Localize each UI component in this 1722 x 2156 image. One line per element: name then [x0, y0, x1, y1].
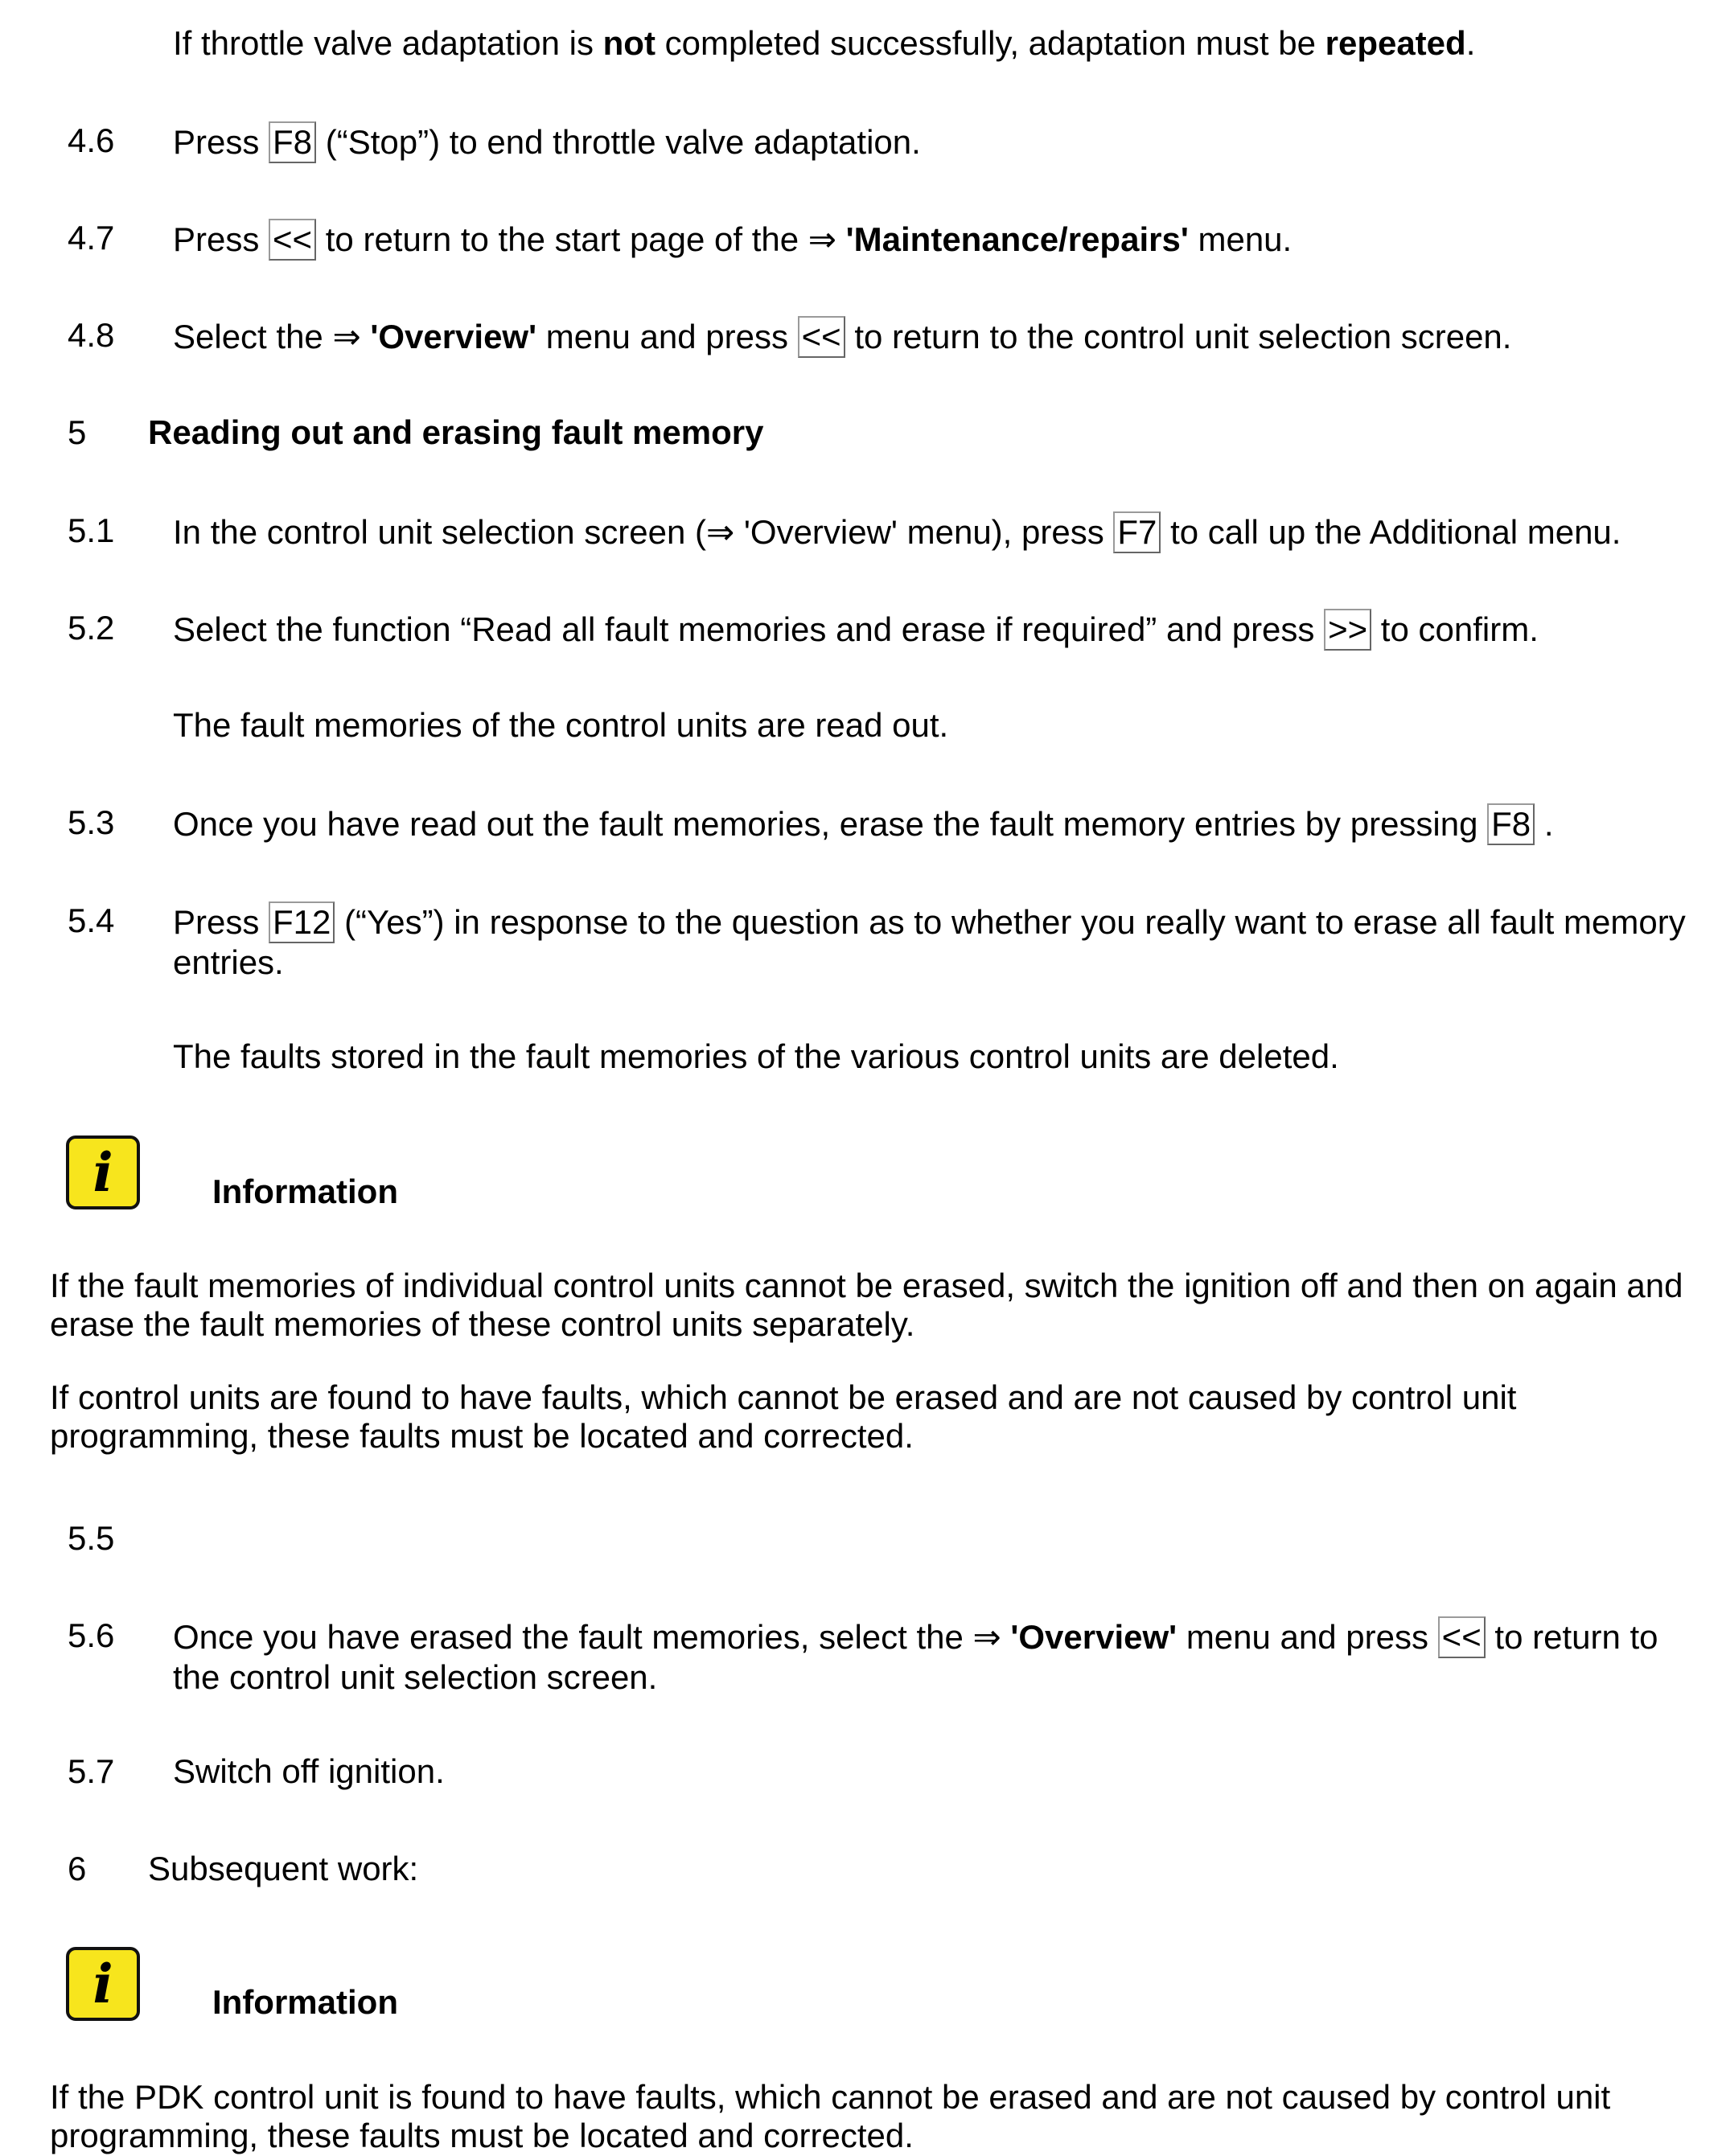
overview-menu-link: 'Overview' [1010, 1618, 1177, 1656]
back-key: << [1438, 1616, 1486, 1658]
overview-menu-link: 'Overview' [370, 318, 537, 355]
information-icon: i [66, 1135, 140, 1209]
information-title: Information [212, 1983, 398, 2021]
step-number: 5.1 [68, 511, 115, 549]
back-key: << [269, 219, 316, 261]
f8-key: F8 [269, 121, 316, 163]
info-paragraph: If the PDK control unit is found to have faults, which cannot be erased and are not caused by control unit programming, these faults must be located and corrected. [50, 2078, 1611, 2154]
section-number: 6 [68, 1850, 87, 1887]
section-title: Subsequent work: [148, 1850, 419, 1887]
info-paragraph: If the fault memories of individual control units cannot be erased, switch the ignition off and then on again and erase the fault memories of these control units separately. [50, 1267, 1683, 1343]
adaptation-note: If throttle valve adaptation is not completed successfully, adaptation must be repeated. [173, 24, 1476, 62]
info-paragraph: If control units are found to have faults, which cannot be erased and are not caused by control unit programming, these faults must be located and corrected. [50, 1378, 1517, 1455]
step-number: 5.7 [68, 1752, 115, 1790]
section-number: 5 [68, 413, 87, 451]
forward-key: >> [1324, 609, 1371, 651]
step-number: 4.7 [68, 219, 115, 257]
step-result: The fault memories of the control units are read out. [173, 706, 949, 744]
maintenance-menu-link: 'Maintenance/repairs' [845, 220, 1189, 258]
step-number: 5.4 [68, 901, 115, 939]
back-key: << [798, 316, 845, 358]
step-number: 5.3 [68, 803, 115, 841]
information-title: Information [212, 1172, 398, 1210]
section-title: Reading out and erasing fault memory [148, 413, 764, 451]
f8-key: F8 [1487, 803, 1535, 845]
information-icon: i [66, 1947, 140, 2021]
step-number: 5.6 [68, 1616, 115, 1654]
step-result: The faults stored in the fault memories of the various control units are deleted. [173, 1037, 1339, 1075]
step-number: 4.8 [68, 316, 115, 354]
step-number: 4.6 [68, 121, 115, 159]
f7-key: F7 [1113, 511, 1161, 553]
step-number: 5.2 [68, 609, 115, 647]
f12-key: F12 [269, 901, 335, 943]
step-number: 5.5 [68, 1519, 115, 1557]
